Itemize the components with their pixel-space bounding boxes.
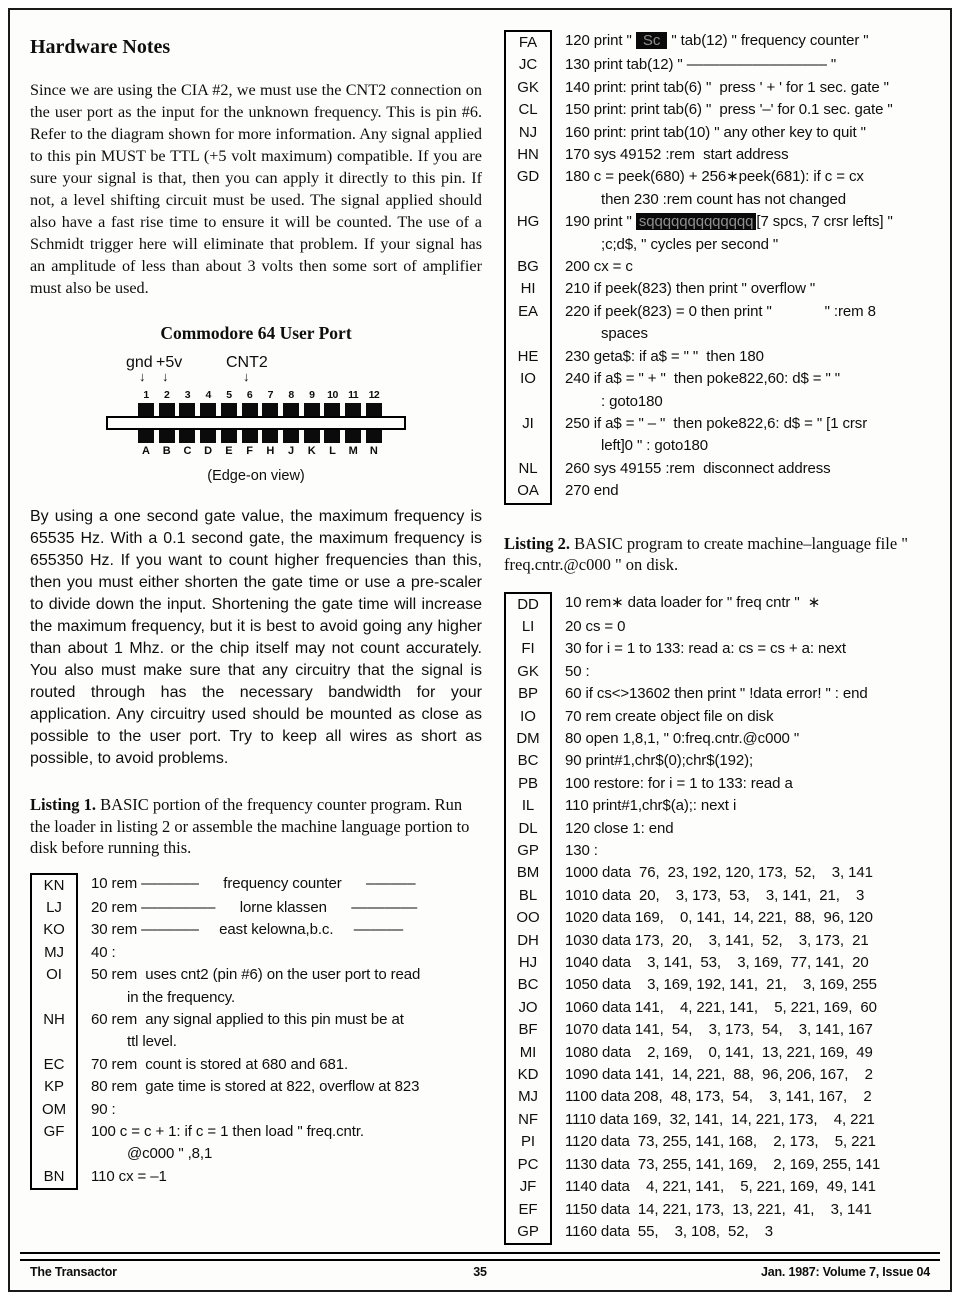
pin-label-5v: +5v (156, 354, 183, 371)
checksum-code: FA (504, 30, 552, 54)
code-line (504, 1086, 932, 1108)
code-line (504, 458, 932, 480)
code-line (504, 144, 932, 166)
checksum-code: OM (30, 1099, 78, 1121)
pin-number: 5 (226, 389, 232, 401)
code-line (30, 1143, 482, 1165)
checksum-code: GF (30, 1121, 78, 1143)
pin-label-gnd: gnd (126, 354, 153, 371)
checksum-code: IL (504, 795, 552, 817)
checksum-code: KP (30, 1076, 78, 1098)
inverse-video-chars: Sc (636, 32, 667, 49)
code-text: 1110 data 169, 32, 141, 14, 221, 173, 4, 221 (565, 1110, 875, 1128)
checksum-code: FI (504, 638, 552, 660)
checksum-code: DD (504, 592, 552, 616)
code-line (504, 278, 932, 300)
inverse-video-chars: sqqqqqqqqqqqqq (636, 213, 757, 230)
checksum-code: OI (30, 964, 78, 986)
code-text: 110 print#1,chr$(a);: next i (565, 797, 737, 815)
code-text: 1060 data 141, 4, 221, 141, 5, 221, 169, 60 (565, 998, 877, 1016)
checksum-code (504, 189, 552, 211)
code-text: 1070 data 141, 54, 3, 173, 54, 3, 141, 167 (565, 1021, 873, 1039)
checksum-code: GP (504, 1221, 552, 1245)
checksum-code: LI (504, 616, 552, 638)
code-line (30, 1121, 482, 1143)
code-text: 60 rem any signal applied to this pin must be at (91, 1010, 404, 1028)
pin-number: 2 (164, 389, 170, 401)
magazine-page (8, 8, 952, 1292)
code-line (504, 773, 932, 795)
two-column-layout (30, 28, 932, 1245)
pin-number: 11 (348, 389, 359, 401)
pin-letter: J (287, 445, 295, 457)
code-line (504, 211, 932, 233)
listing1-caption-label: Listing 1. (30, 795, 97, 814)
listing2-caption-text: BASIC program to create machine–language file " freq.cntr.@c000 " on disk. (504, 533, 909, 575)
pin-letter: D (204, 445, 213, 457)
code-text: @c000 " ,8,1 (127, 1145, 213, 1163)
code-text: 130 print tab(12) " ––––––––––––––––– " (565, 56, 837, 74)
checksum-code: JF (504, 1176, 552, 1198)
code-text: then 230 :rem count has not changed (601, 190, 847, 208)
checksum-code: BN (30, 1166, 78, 1190)
right-column (504, 28, 932, 1245)
checksum-code: HJ (504, 952, 552, 974)
pin-contact (345, 430, 361, 443)
code-text: 1050 data 3, 169, 192, 141, 21, 3, 169, 255 (565, 976, 877, 994)
down-arrow-icon: ↓ (162, 369, 169, 384)
diagram-body (106, 356, 406, 464)
code-line (30, 1099, 482, 1121)
code-line (30, 987, 482, 1009)
pin-number: 8 (288, 389, 294, 401)
pin-number: 3 (184, 389, 191, 401)
code-line (504, 862, 932, 884)
code-line (504, 907, 932, 929)
pin-contact (179, 430, 195, 443)
code-text: 60 if cs<>13602 then print " !data error! " : end (565, 685, 868, 703)
pin-contact (324, 403, 340, 416)
code-text: 1000 data 76, 23, 192, 120, 173, 52, 3, 141 (565, 864, 873, 882)
footer-publication: The Transactor (30, 1265, 117, 1279)
body-paragraph-hardware: Since we are using the CIA #2, we must use the CNT2 connection on the user port as the input for the unknown frequency. This is pin #6. Refer to the diagram shown for more information. Any signal applied to this pin MUST be TTL (+5 volt maximum) compatible. If you are sure your signal is that, then you can apply it directly to this pin. If not, a level shifting circuit must be used. The signal applied should also have a fast rise time to ensure it will be counted. The use of a Schmidt trigger here will eliminate that problem. If your signal has an amplitude of less than about 3 volts then some sort of amplifier must also be used. (30, 81, 482, 297)
checksum-code: CL (504, 99, 552, 121)
code-line (504, 930, 932, 952)
checksum-code (30, 1143, 78, 1165)
code-text: 1160 data 55, 3, 108, 52, 3 (565, 1222, 774, 1240)
checksum-code: KD (504, 1064, 552, 1086)
code-text: 150 print: print tab(6) " press '–' for 0.1 sec. gate " (565, 101, 893, 119)
pin-contact (304, 430, 320, 443)
checksum-code: JI (504, 413, 552, 435)
checksum-code (504, 323, 552, 345)
pin-contact (283, 403, 299, 416)
code-line (504, 480, 932, 504)
code-text: 110 cx = –1 (91, 1167, 167, 1185)
pin-contact (138, 430, 154, 443)
code-text: 80 rem gate time is stored at 822, overflow at 823 (91, 1078, 420, 1096)
pin-number: 4 (205, 389, 211, 401)
code-line (504, 728, 932, 750)
checksum-code: NH (30, 1009, 78, 1031)
checksum-code: PB (504, 773, 552, 795)
code-text: in the frequency. (127, 988, 236, 1006)
code-text: 1150 data 14, 221, 173, 13, 221, 41, 3, 141 (565, 1200, 872, 1218)
code-text: 100 c = c + 1: if c = 1 then load " freq.cntr. (91, 1122, 364, 1140)
footer-issue: Jan. 1987: Volume 7, Issue 04 (760, 1265, 931, 1279)
pin-contact (242, 430, 258, 443)
code-text: 1080 data 2, 169, 0, 141, 13, 221, 169, 49 (565, 1043, 873, 1061)
code-line (504, 1154, 932, 1176)
code-text: 20 rem ––––––––– lorne klassen –––––––– (91, 898, 418, 916)
code-text: 10 rem ––––––– frequency counter –––––– (91, 874, 416, 892)
code-text: 1090 data 141, 14, 221, 88, 96, 206, 167, 2 (565, 1066, 873, 1084)
checksum-code: JC (504, 54, 552, 76)
pin-letter: F (246, 445, 253, 457)
pin-letter: A (142, 445, 150, 457)
checksum-code: BP (504, 683, 552, 705)
code-line (30, 1166, 482, 1190)
pin-contact (200, 403, 216, 416)
checksum-code: MJ (30, 942, 78, 964)
code-text: 20 cs = 0 (565, 617, 626, 635)
pin-contact (262, 403, 278, 416)
pin-contact (138, 403, 154, 416)
pin-label-cnt2: CNT2 (226, 354, 268, 371)
listing2-code (504, 592, 932, 1246)
listing2-caption-label: Listing 2. (504, 533, 571, 553)
code-line (504, 368, 932, 390)
checksum-code: GK (504, 77, 552, 99)
code-text: 180 c = peek(680) + 256∗peek(681): if c = cx (565, 168, 864, 186)
code-text: 1120 data 73, 255, 141, 168, 2, 173, 5, 221 (565, 1133, 876, 1151)
pin-number: 10 (327, 389, 338, 401)
code-line (504, 1064, 932, 1086)
code-line (504, 706, 932, 728)
pin-contact (324, 430, 340, 443)
code-line (504, 661, 932, 683)
code-text: ttl level. (127, 1033, 177, 1051)
checksum-code: EF (504, 1199, 552, 1221)
left-column (30, 28, 482, 1245)
code-line (504, 750, 932, 772)
pin-letter: L (329, 445, 336, 457)
code-text: 230 geta$: if a$ = " " then 180 (565, 347, 764, 365)
checksum-code: LJ (30, 897, 78, 919)
checksum-code: BF (504, 1019, 552, 1041)
code-text: 50 rem uses cnt2 (pin #6) on the user port to read (91, 966, 421, 984)
code-line (504, 997, 932, 1019)
code-text: 1130 data 73, 255, 141, 169, 2, 169, 255, 141 (565, 1155, 881, 1173)
code-text: ;c;d$, " cycles per second " (601, 235, 779, 253)
code-line (30, 964, 482, 986)
pin-contact (221, 430, 237, 443)
pin-contact (242, 403, 258, 416)
checksum-code: JO (504, 997, 552, 1019)
code-line (504, 974, 932, 996)
checksum-code: DL (504, 818, 552, 840)
code-text: 120 close 1: end (565, 819, 674, 837)
code-line (504, 795, 932, 817)
code-line (504, 683, 932, 705)
code-line (504, 840, 932, 862)
pin-number: 7 (267, 389, 273, 401)
code-text: 10 rem∗ data loader for " freq cntr " ∗ (565, 593, 821, 611)
listing1-caption-text: BASIC portion of the frequency counter program. Run the loader in listing 2 or assemble the machine language portion to disk before running this. (30, 795, 470, 857)
checksum-code: BC (504, 974, 552, 996)
pin-contact (262, 430, 278, 443)
code-line (30, 1076, 482, 1098)
code-text: 260 sys 49155 :rem disconnect address (565, 459, 831, 477)
code-line (504, 1131, 932, 1153)
code-line (504, 54, 932, 76)
code-line (30, 942, 482, 964)
listing2-caption (504, 533, 932, 576)
pin-contact (159, 430, 175, 443)
code-line (504, 592, 932, 616)
code-text: 30 for i = 1 to 133: read a: cs = cs + a: next (565, 640, 846, 658)
code-text: 240 if a$ = " + " then poke822,60: d$ = " " (565, 370, 841, 388)
code-line (30, 897, 482, 919)
section-heading: Hardware Notes (30, 36, 171, 58)
pin-letter: K (307, 445, 316, 457)
checksum-code: PI (504, 1131, 552, 1153)
code-text: 1040 data 3, 141, 53, 3, 169, 77, 141, 20 (565, 954, 869, 972)
pin-contact (283, 430, 299, 443)
down-arrow-icon: ↓ (139, 369, 146, 384)
pin-contact (221, 403, 237, 416)
checksum-code: EA (504, 301, 552, 323)
pin-contact (366, 403, 382, 416)
code-line (504, 301, 932, 323)
checksum-code: HN (504, 144, 552, 166)
checksum-code: HI (504, 278, 552, 300)
code-line (504, 346, 932, 368)
checksum-code: OO (504, 907, 552, 929)
checksum-code: BG (504, 256, 552, 278)
user-port-diagram (30, 323, 482, 484)
code-line (504, 234, 932, 256)
pin-contacts-top (138, 403, 382, 416)
pin-number: 12 (368, 389, 380, 401)
checksum-code: MI (504, 1042, 552, 1064)
checksum-code: IO (504, 368, 552, 390)
checksum-code: BC (504, 750, 552, 772)
checksum-code: OA (504, 480, 552, 504)
checksum-code: EC (30, 1054, 78, 1076)
diagram-title: Commodore 64 User Port (160, 323, 352, 343)
code-text: 170 sys 49152 :rem start address (565, 146, 789, 164)
code-line (504, 323, 932, 345)
code-text: 140 print: print tab(6) " press ' + ' for 1 sec. gate " (565, 78, 889, 96)
listing1-code (30, 873, 482, 1191)
checksum-code (504, 435, 552, 457)
code-line (504, 616, 932, 638)
code-line (504, 391, 932, 413)
code-text: 90 print#1,chr$(0);chr$(192); (565, 752, 754, 770)
code-text: 1100 data 208, 48, 173, 54, 3, 141, 167, 2 (565, 1088, 872, 1106)
checksum-code: DM (504, 728, 552, 750)
code-text: 50 : (565, 662, 590, 680)
code-text: 70 rem create object file on disk (565, 707, 774, 725)
code-line (504, 818, 932, 840)
code-text: 1030 data 173, 20, 3, 141, 52, 3, 173, 21 (565, 931, 869, 949)
code-line (504, 435, 932, 457)
code-text: 90 : (91, 1100, 116, 1118)
pin-number: 9 (309, 389, 315, 401)
checksum-code: NL (504, 458, 552, 480)
checksum-code: HG (504, 211, 552, 233)
code-line (30, 1054, 482, 1076)
code-line (30, 1031, 482, 1053)
footer-bar (20, 1259, 940, 1282)
checksum-code: MJ (504, 1086, 552, 1108)
code-line (30, 1009, 482, 1031)
pin-letters (138, 445, 382, 457)
checksum-code: GK (504, 661, 552, 683)
code-line (504, 638, 932, 660)
code-text: left]0 " : goto180 (601, 437, 708, 455)
listing1-caption (30, 794, 482, 859)
code-line (504, 1199, 932, 1221)
code-text: 220 if peek(823) = 0 then print " " :rem 8 (565, 302, 876, 320)
listing1-code-continued (504, 30, 932, 505)
checksum-code: BM (504, 862, 552, 884)
code-line (504, 1019, 932, 1041)
pin-contact (159, 403, 175, 416)
code-line (504, 952, 932, 974)
code-line (504, 77, 932, 99)
checksum-code: BL (504, 885, 552, 907)
checksum-code: NF (504, 1109, 552, 1131)
pin-letter: C (183, 445, 192, 457)
pin-letter: M (348, 445, 358, 457)
code-text: spaces (601, 325, 648, 343)
code-text: 210 if peek(823) then print " overflow " (565, 280, 816, 298)
code-text: 30 rem ––––––– east kelowna,b.c. –––––– (91, 921, 404, 939)
checksum-code: KN (30, 873, 78, 897)
checksum-code: NJ (504, 122, 552, 144)
code-line (504, 99, 932, 121)
pin-contacts-bottom (138, 430, 382, 443)
checksum-code: IO (504, 706, 552, 728)
checksum-code: DH (504, 930, 552, 952)
code-text: 1010 data 20, 3, 173, 53, 3, 141, 21, 3 (565, 886, 865, 904)
checksum-code (30, 987, 78, 1009)
checksum-code: GP (504, 840, 552, 862)
pin-number: 1 (143, 389, 149, 401)
page-footer (20, 1252, 940, 1282)
code-text: 160 print: print tab(10) " any other key to quit " (565, 123, 866, 141)
pin-contact (366, 430, 382, 443)
code-text: 130 : (565, 842, 598, 859)
code-text: 200 cx = c (565, 258, 633, 276)
code-text: 70 rem count is stored at 680 and 681. (91, 1055, 349, 1073)
checksum-code (504, 234, 552, 256)
footer-rule (20, 1252, 940, 1254)
code-line (30, 919, 482, 941)
code-text: 1140 data 4, 221, 141, 5, 221, 169, 49, 141 (565, 1178, 876, 1196)
code-line (30, 873, 482, 897)
code-line (504, 30, 932, 54)
pin-letter: B (162, 445, 171, 457)
code-text: 270 end (565, 482, 619, 500)
code-text: 100 restore: for i = 1 to 133: read a (565, 774, 793, 792)
code-line (504, 885, 932, 907)
pin-number: 6 (246, 389, 253, 401)
code-line (504, 1176, 932, 1198)
checksum-code (30, 1031, 78, 1053)
pin-letter: N (369, 445, 378, 457)
code-line (504, 166, 932, 188)
diagram-caption: (Edge-on view) (207, 468, 305, 484)
pin-letter: E (225, 445, 233, 457)
pin-contact (345, 403, 361, 416)
code-line (504, 122, 932, 144)
pin-contact (200, 430, 216, 443)
checksum-code: KO (30, 919, 78, 941)
footer-page-number: 35 (473, 1265, 487, 1279)
pin-letter: H (266, 445, 275, 457)
code-text: 40 : (91, 943, 116, 961)
code-line (504, 256, 932, 278)
pin-numbers (138, 389, 382, 401)
down-arrow-icon: ↓ (243, 369, 250, 384)
checksum-code: GD (504, 166, 552, 188)
code-text: 120 print " Sc " tab(12) " frequency counter " (565, 32, 869, 49)
code-line (504, 1042, 932, 1064)
code-line (504, 1109, 932, 1131)
checksum-code (504, 391, 552, 413)
pin-contact (304, 403, 320, 416)
code-text: 1020 data 169, 0, 141, 14, 221, 88, 96, 120 (565, 909, 873, 927)
checksum-code: HE (504, 346, 552, 368)
code-line (504, 413, 932, 435)
code-text: 250 if a$ = " – " then poke822,6: d$ = " [1 crsr (565, 414, 868, 432)
code-text: : goto180 (601, 392, 663, 410)
body-paragraph-gate: By using a one second gate value, the maximum frequency is 65535 Hz. With a 0.1 second gate, the maximum frequency is 655350 Hz. If you want to count higher frequencies than this, then you must either shorten the gate time or use a pre-scaler to divide down the input. Shortening the gate time will increase the maximum frequency, but it is best to avoid going any higher than about 1 Mhz. or the chip itself may not count accurately. You also must make sure that any circuitry that the signal is routed through has the necessary bandwidth for your application. Any circuitry used should be mounted as close as possible to the user port. Try to keep all wires as short as possible, to avoid problems. (30, 508, 482, 767)
code-line (504, 189, 932, 211)
code-line (504, 1221, 932, 1245)
checksum-code: PC (504, 1154, 552, 1176)
code-text: 190 print " sqqqqqqqqqqqqq [7 spcs, 7 crsr lefts] " (565, 213, 893, 231)
pin-contact (179, 403, 195, 416)
code-text: 80 open 1,8,1, " 0:freq.cntr.@c000 " (565, 729, 800, 747)
edge-connector-board (106, 416, 406, 430)
